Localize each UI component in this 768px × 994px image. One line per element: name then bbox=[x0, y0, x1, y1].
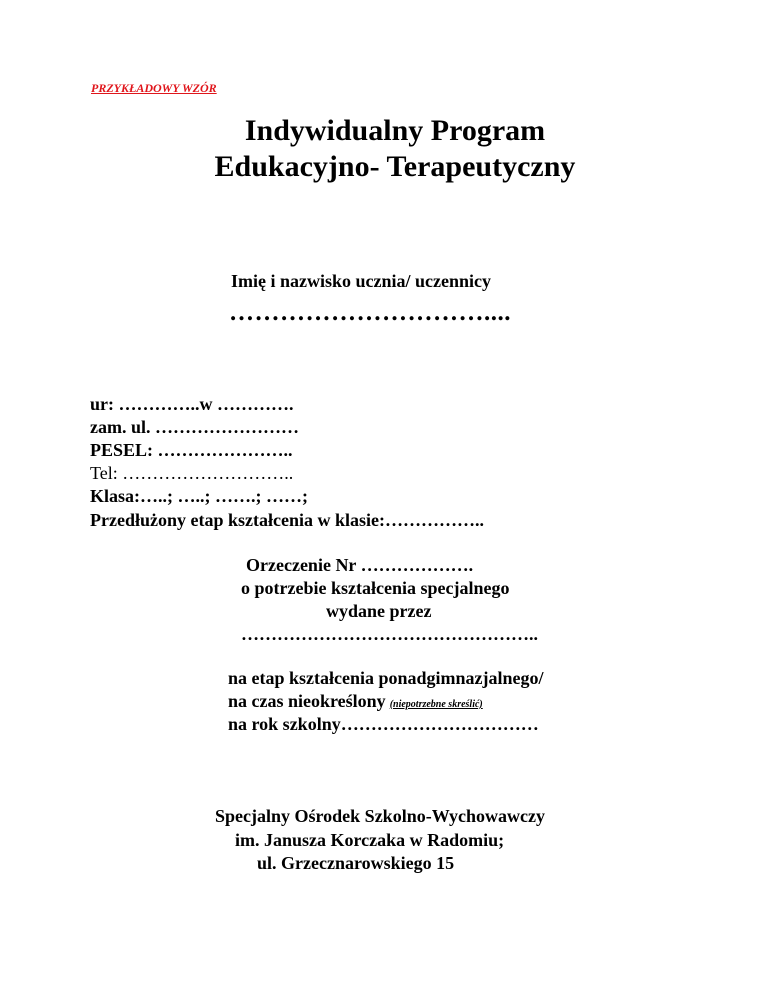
extended-stage-line: Przedłużony etap kształcenia w klasie:…………….. bbox=[90, 510, 484, 530]
student-name-placeholder: ………………………….... bbox=[229, 299, 511, 326]
sample-template-stamp: PRZYKŁADOWY WZÓR bbox=[91, 81, 217, 95]
document-title-line-1: Indywidualny Program bbox=[244, 114, 546, 147]
institution-name-line: Specjalny Ośrodek Szkolno-Wychowawczy bbox=[215, 806, 546, 826]
address-line: zam. ul. …………………… bbox=[90, 417, 299, 437]
phone-line: Tel: ……………………….. bbox=[90, 463, 294, 483]
ruling-purpose-line: o potrzebie kształcenia specjalnego bbox=[241, 578, 510, 598]
class-line: Klasa:…..; …..; …….; ……; bbox=[90, 486, 308, 506]
pesel-line: PESEL: ………………….. bbox=[90, 440, 293, 460]
ruling-number-line: Orzeczenie Nr ………………. bbox=[246, 555, 474, 575]
strike-out-note: (niepotrzebne skreślić) bbox=[389, 699, 483, 710]
institution-patron-line: im. Janusza Korczaka w Radomiu; bbox=[235, 830, 505, 850]
institution-address-line: ul. Grzecznarowskiego 15 bbox=[257, 853, 455, 873]
school-year-line: na rok szkolny…………………………… bbox=[228, 714, 539, 734]
birth-info-line: ur: …………..w …………. bbox=[90, 394, 294, 414]
stage-line-1: na etap kształcenia ponadgimnazjalnego/ bbox=[228, 668, 544, 688]
ruling-issuer-placeholder: ………………………………………….. bbox=[241, 624, 538, 644]
student-name-label: Imię i nazwisko ucznia/ uczennicy bbox=[231, 271, 491, 291]
stage-line-2 bbox=[228, 691, 483, 712]
ruling-issued-by-line: wydane przez bbox=[326, 601, 432, 621]
stage-line-2-text: na czas nieokreślony bbox=[228, 691, 386, 711]
document-title-line-2: Edukacyjno- Terapeutyczny bbox=[214, 150, 576, 183]
